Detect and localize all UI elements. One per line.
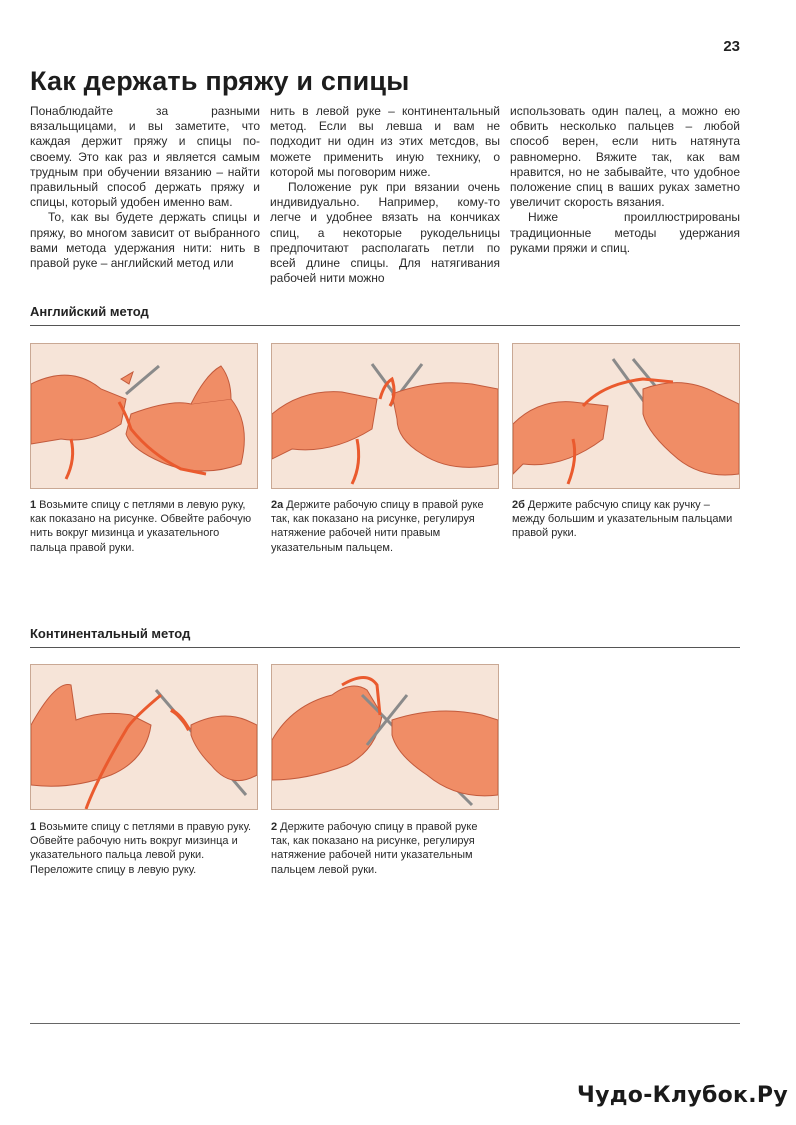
watermark: Чудо-Клубок.Ру (577, 1083, 788, 1108)
illustration-continental-step-2 (271, 664, 499, 810)
illustration-english-step-2a (271, 343, 499, 489)
step-text: Возьмите спицу с петлями в правую руку. Обвейте рабочую нить вокруг мизинца и указательного пальца левой руки. Переложите спицу в левую руку. (30, 821, 252, 876)
section-heading-english: Английский метод (30, 304, 149, 319)
step-number: 2 (271, 821, 278, 833)
intro-paragraph: Положение рук при вязании очень индивидуально. Например, кому-то легче и удобнее вязать на кончиках спиц, а некоторые рукодельницы предпочитают располагать петли по всей длине спицы. Для натягивания рабочей нити можно (270, 180, 500, 286)
caption-continental-step-1 (30, 820, 258, 877)
intro-paragraph: Понаблюдайте за разными вязальщицами, и вы заметите, что каждая держит пряжу и спицы по-своему. Это как раз и является самым трудным при обучении вязанию – найти правильный способ держать пряжу и спицы, который удобен именно вам. (30, 104, 260, 210)
illustration-english-step-2b (512, 343, 740, 489)
illustration-continental-step-1 (30, 664, 258, 810)
caption-continental-step-2 (271, 820, 499, 877)
step-text: Держите рабсчую спицу как ручку – между большим и указательным пальцами правой руки. (512, 499, 733, 540)
step-number: 1 (30, 821, 37, 833)
caption-english-step-2b (512, 498, 740, 541)
step-text: Держите рабочую спицу в правой руке так, как показано на рисунке, регулируя натяжение рабочей нити указательным пальцем левой руки. (271, 821, 478, 876)
intro-column-2 (270, 104, 500, 286)
step-text: Возьмите спицу с петлями в левую руку, как показано на рисунке. Обвейте рабочую нить вокруг мизинца и указательного пальца правой руки. (30, 499, 252, 554)
step-text: Держите рабочую спицу в правой руке так, как показано на рисунке, регулируя натяжение рабочей нити правым указательным пальцем. (271, 499, 484, 554)
intro-paragraph: нить в левой руке – континентальный метод. Если вы левша и вам не подходит ни один из этих метсдов, вы можете применить иную технику, о которой мы поговорим ниже. (270, 104, 500, 179)
footer-rule (30, 1023, 740, 1024)
page-title: Как держать пряжу и спицы (30, 66, 410, 96)
step-number: 1 (30, 499, 37, 511)
intro-column-3 (510, 104, 740, 256)
page-number: 23 (723, 38, 740, 55)
section-rule (30, 647, 740, 648)
intro-paragraph: Ниже проиллюстрированы традиционные методы удержания руками пряжи и спиц. (510, 210, 740, 255)
illustration-english-step-1 (30, 343, 258, 489)
section-heading-continental: Континентальный метод (30, 626, 191, 641)
step-number: 2б (512, 499, 525, 511)
step-number: 2а (271, 499, 284, 511)
intro-paragraph: То, как вы будете держать спицы и пряжу, во многом зависит от выбранного вами метода удержания нити: нить в правой руке – английский метод или (30, 210, 260, 271)
intro-paragraph: использовать один палец, а можно ею обвить несколько пальцев – любой способ верен, если нить натянута равномерно. Вяжите так, как вам нравится, но не забывайте, что удобное положение спиц в ваших руках заметно увеличит скорость вязания. (510, 104, 740, 210)
caption-english-step-1 (30, 498, 258, 555)
intro-column-1 (30, 104, 260, 271)
caption-english-step-2a (271, 498, 499, 555)
section-rule (30, 325, 740, 326)
